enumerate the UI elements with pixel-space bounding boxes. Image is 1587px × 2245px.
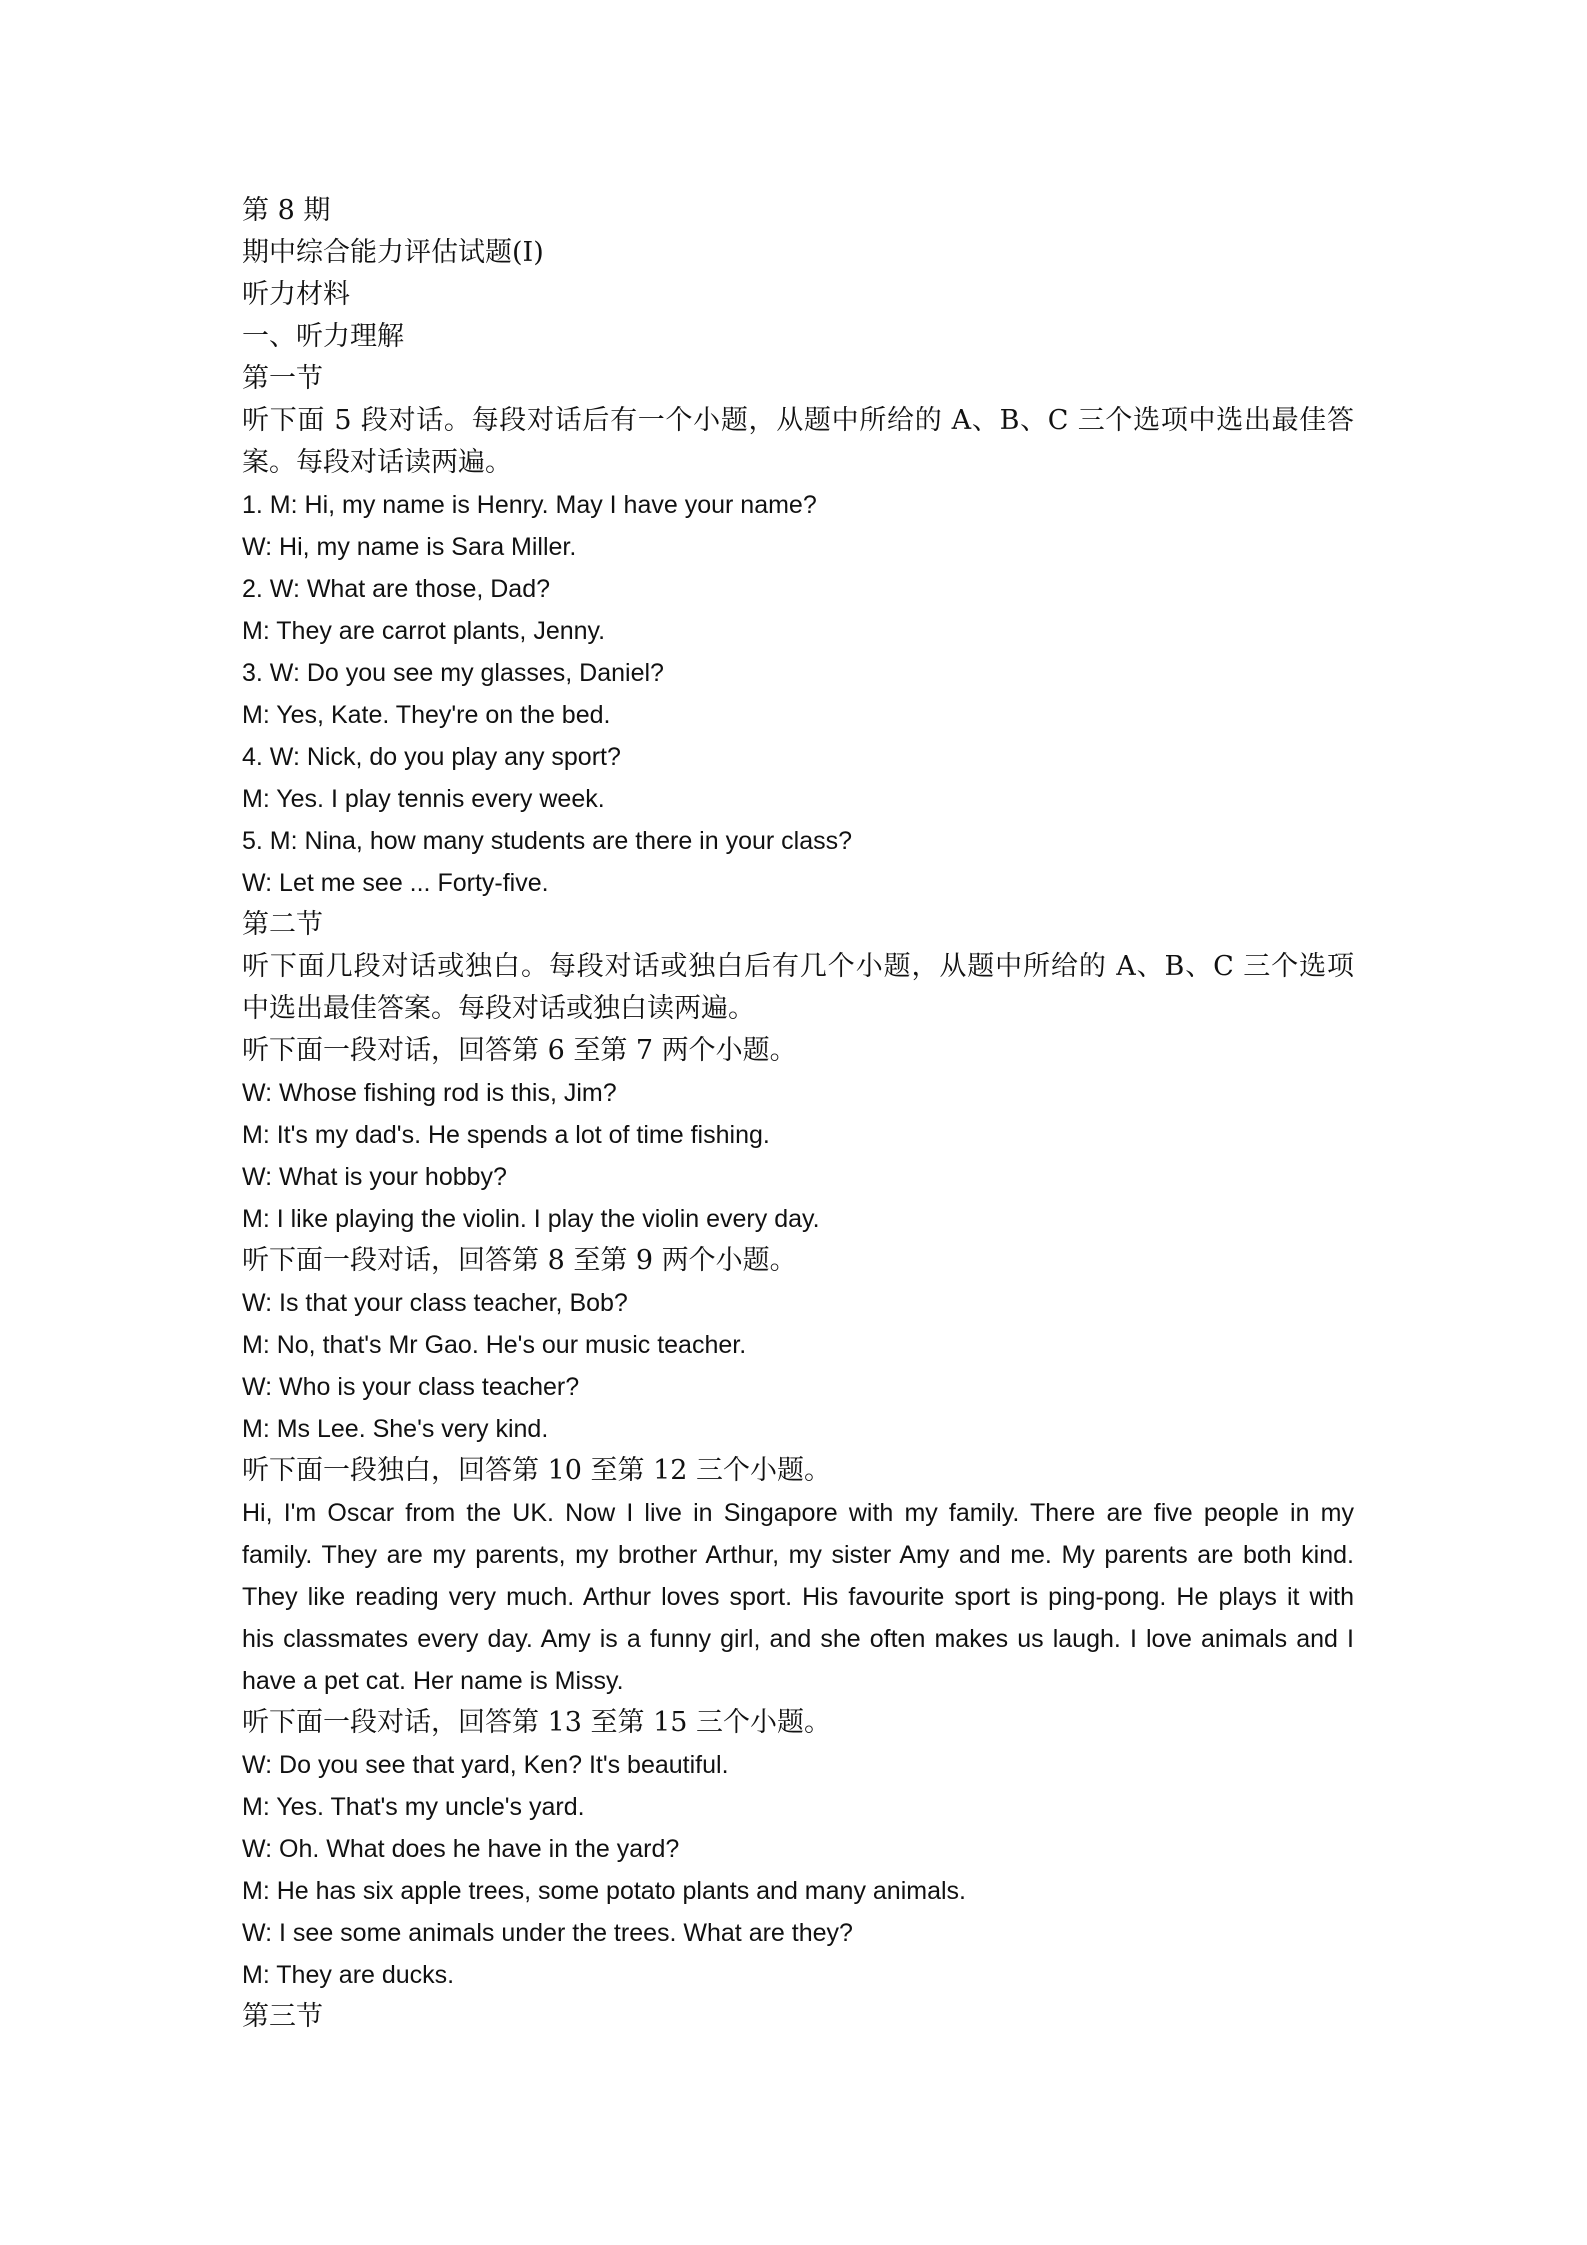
- dialogue-line: M: I like playing the violin. I play the violin every day.: [242, 1205, 820, 1233]
- dialogue-line: W: Whose fishing rod is this, Jim?: [242, 1079, 617, 1107]
- issue-number: 第 8 期: [242, 195, 331, 226]
- dialogue-line: M: Ms Lee. She's very kind.: [242, 1415, 549, 1443]
- dialogue-line: M: He has six apple trees, some potato plants and many animals.: [242, 1877, 966, 1905]
- monologue-line: Hi, I'm Oscar from the UK. Now I live in Singapore with my family. There are five people in my: [242, 1499, 1354, 1527]
- question-instruction: 听下面一段对话，回答第 13 至第 15 三个小题。: [242, 1707, 832, 1738]
- instruction-line: 案。每段对话读两遍。: [242, 447, 512, 478]
- dialogue-line: M: They are carrot plants, Jenny.: [242, 617, 606, 645]
- dialogue-line: M: They are ducks.: [242, 1961, 455, 1989]
- dialogue-line: 4. W: Nick, do you play any sport?: [242, 743, 621, 771]
- document-page: [242, 190, 1354, 2038]
- dialogue-line: W: Do you see that yard, Ken? It's beautiful.: [242, 1751, 729, 1779]
- dialogue-line: W: Who is your class teacher?: [242, 1373, 580, 1401]
- part-heading: 一、听力理解: [242, 321, 404, 352]
- dialogue-line: M: It's my dad's. He spends a lot of time fishing.: [242, 1121, 770, 1149]
- subsection-heading: 第一节: [242, 363, 323, 394]
- monologue-line: have a pet cat. Her name is Missy.: [242, 1667, 624, 1695]
- section-heading: 听力材料: [242, 279, 350, 310]
- subsection-heading: 第三节: [242, 2001, 323, 2032]
- monologue-line: his classmates every day. Amy is a funny girl, and she often makes us laugh. I love animals and I: [242, 1625, 1354, 1653]
- monologue-line: family. They are my parents, my brother Arthur, my sister Amy and me. My parents are both kind.: [242, 1541, 1354, 1569]
- dialogue-line: M: Yes. I play tennis every week.: [242, 785, 605, 813]
- dialogue-line: 3. W: Do you see my glasses, Daniel?: [242, 659, 664, 687]
- dialogue-line: W: Hi, my name is Sara Miller.: [242, 533, 577, 561]
- dialogue-line: M: Yes. That's my uncle's yard.: [242, 1793, 585, 1821]
- question-instruction: 听下面一段对话，回答第 8 至第 9 两个小题。: [242, 1245, 797, 1276]
- dialogue-line: W: Is that your class teacher, Bob?: [242, 1289, 628, 1317]
- exam-title: 期中综合能力评估试题(Ⅰ): [242, 237, 544, 268]
- dialogue-line: W: Let me see ... Forty-five.: [242, 869, 549, 897]
- subsection-heading: 第二节: [242, 909, 323, 940]
- question-instruction: 听下面一段独白，回答第 10 至第 12 三个小题。: [242, 1455, 832, 1486]
- instruction-line: 中选出最佳答案。每段对话或独白读两遍。: [242, 993, 755, 1024]
- dialogue-line: M: Yes, Kate. They're on the bed.: [242, 701, 611, 729]
- dialogue-line: W: What is your hobby?: [242, 1163, 507, 1191]
- monologue-line: They like reading very much. Arthur loves sport. His favourite sport is ping-pong. He plays it with: [242, 1583, 1354, 1611]
- dialogue-line: 5. M: Nina, how many students are there in your class?: [242, 827, 853, 855]
- dialogue-line: 2. W: What are those, Dad?: [242, 575, 551, 603]
- dialogue-line: W: Oh. What does he have in the yard?: [242, 1835, 680, 1863]
- instruction-line: 听下面 5 段对话。每段对话后有一个小题，从题中所给的 A、B、C 三个选项中选出最佳答: [242, 405, 1354, 436]
- instruction-line: 听下面几段对话或独白。每段对话或独白后有几个小题，从题中所给的 A、B、C 三个选项: [242, 951, 1354, 982]
- question-instruction: 听下面一段对话，回答第 6 至第 7 两个小题。: [242, 1035, 797, 1066]
- dialogue-line: 1. M: Hi, my name is Henry. May I have your name?: [242, 491, 817, 519]
- dialogue-line: M: No, that's Mr Gao. He's our music teacher.: [242, 1331, 747, 1359]
- dialogue-line: W: I see some animals under the trees. What are they?: [242, 1919, 853, 1947]
